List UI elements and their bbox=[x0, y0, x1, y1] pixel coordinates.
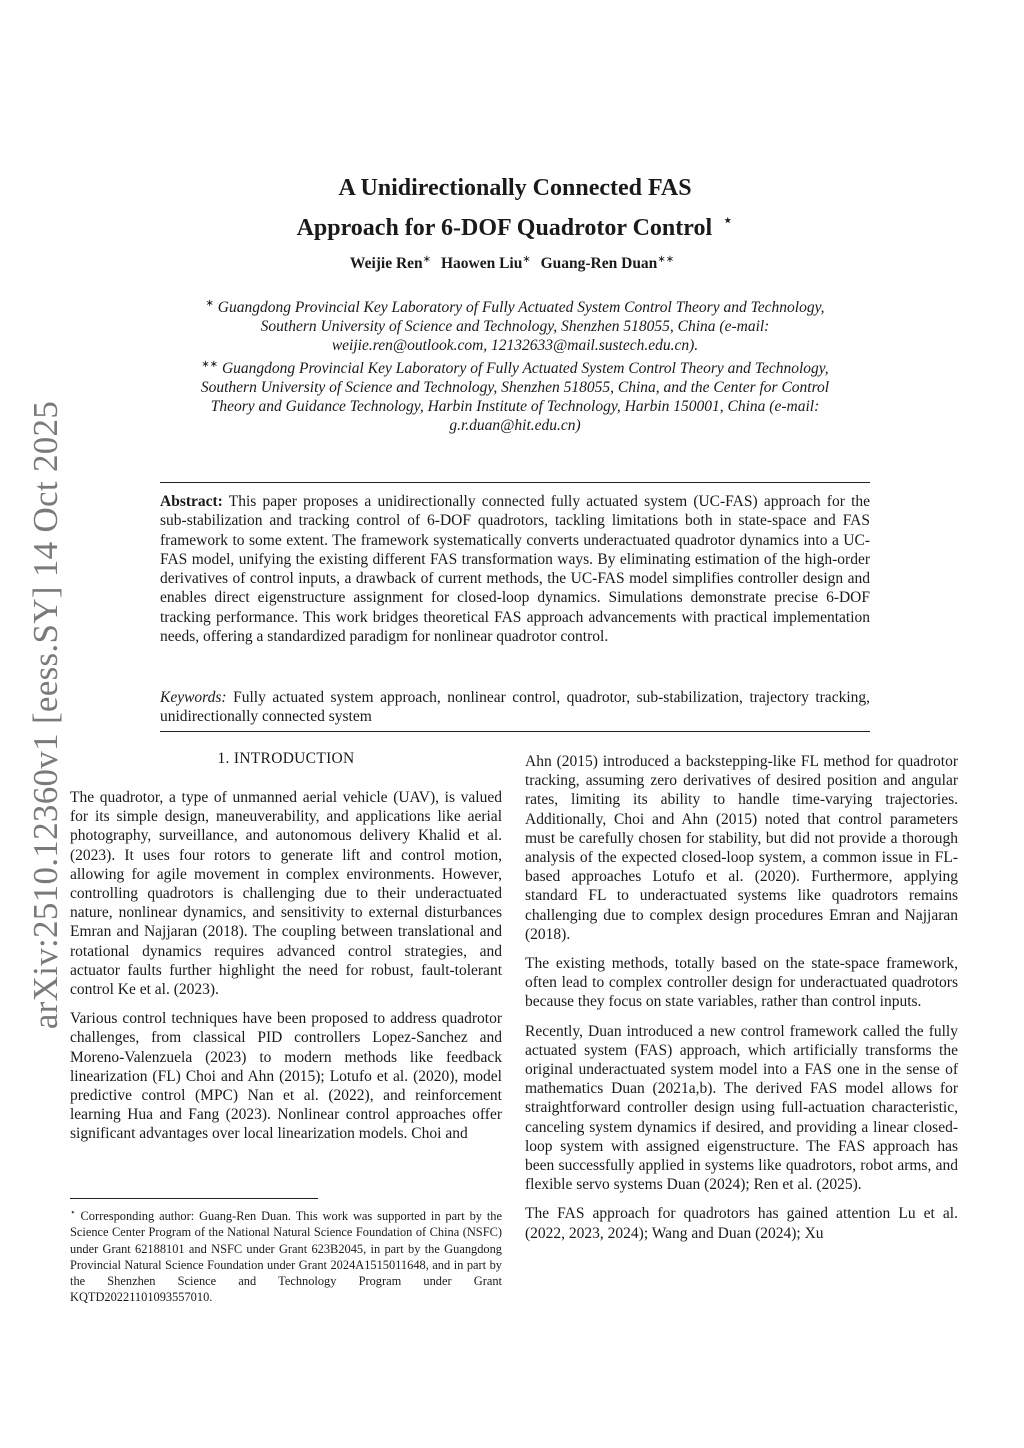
affiliation-mark: ∗ bbox=[205, 298, 214, 309]
author-mark: ∗ bbox=[522, 254, 531, 265]
affiliation-mark: ∗∗ bbox=[201, 359, 219, 371]
abstract-label: Abstract: bbox=[160, 493, 223, 510]
affiliation-text: Guangdong Provincial Key Laboratory of Fully Actuated System Control Theory and Technology, Southern University of Science and Technology, Shenzhen 518055, China (e-mail: weijie.ren@outlook.com, 12132633@mail.sustech.edu.cn). bbox=[217, 299, 825, 355]
left-column bbox=[70, 788, 502, 1154]
title-star-mark: ⋆ bbox=[722, 210, 734, 230]
author-list bbox=[160, 254, 870, 273]
footnote-rule bbox=[70, 1198, 318, 1199]
paper-title bbox=[160, 172, 870, 244]
affiliation-1 bbox=[200, 294, 830, 355]
keywords bbox=[160, 688, 870, 727]
arxiv-stamp-text: arXiv:2510.12360v1 [eess.SY] 14 Oct 2025 bbox=[26, 400, 65, 1030]
keywords-text: Fully actuated system approach, nonlinear control, quadrotor, sub-stabilization, trajectory tracking, unidirectionally connected system bbox=[160, 689, 870, 726]
author-name: Haowen Liu bbox=[440, 255, 523, 273]
author-mark: ∗∗ bbox=[657, 254, 675, 265]
author-name: Guang-Ren Duan bbox=[540, 255, 658, 273]
abstract bbox=[160, 492, 870, 646]
affiliation-2 bbox=[200, 355, 830, 435]
title-line-2-text: Approach for 6-DOF Quadrotor Control bbox=[296, 215, 713, 241]
paragraph: The existing methods, totally based on the state-space framework, often lead to complex controller design for underactuated quadrotors because they focus on state variables, rather than control inputs. bbox=[525, 955, 958, 1011]
section-heading-introduction: 1. INTRODUCTION bbox=[217, 750, 355, 767]
title-line-1: A Unidirectionally Connected FAS bbox=[338, 175, 692, 201]
abstract-top-rule bbox=[160, 482, 870, 483]
right-column bbox=[525, 752, 958, 1253]
paragraph: Recently, Duan introduced a new control framework called the fully actuated system (FAS) approach, which artificially transforms the original underactuated system model into a FAS one in the sense of mathematics Duan (2021a,b). The derived FAS model allows for straightforward controller design using full-actuation characteristic, canceling system dynamics if desired, and providing a linear closed-loop system with assigned eigenstructure. The FAS approach has been successfully applied in systems like quadrotors, robot arms, and flexible servo systems Duan (2024); Ren et al. (2025). bbox=[525, 1022, 958, 1194]
keywords-label: Keywords: bbox=[160, 689, 227, 706]
abstract-bottom-rule bbox=[160, 731, 870, 732]
title-line-2 bbox=[160, 204, 870, 244]
paragraph: Various control techniques have been proposed to address quadrotor challenges, from classical PID controllers Lopez-Sanchez and Moreno-Valenzuela (2023) to modern methods like feedback linearization (FL) Choi and Ahn (2015); Lotufo et al. (2020), model predictive control (MPC) Nan et al. (2022), and reinforcement learning Hua and Fang (2023). Nonlinear control approaches offer significant advantages over local linearization models. Choi and bbox=[70, 1010, 502, 1143]
author-name: Weijie Ren bbox=[349, 255, 423, 273]
footnote-mark: ⋆ bbox=[70, 1207, 76, 1217]
footnote bbox=[70, 1204, 502, 1305]
paragraph: Ahn (2015) introduced a backstepping-like FL method for quadrotor tracking, assuming zero derivatives of desired position and angular rates, limiting its ability to handle time-varying trajectories. Additionally, Choi and Ahn (2015) noted that control parameters must be carefully chosen for stability, but did not provide a thorough analysis of the expected closed-loop system, a common issue in FL-based approaches Lotufo et al. (2020). Furthermore, applying standard FL to underactuated systems like quadrotors remains challenging due to complex design procedures Emran and Najjaran (2018). bbox=[525, 753, 958, 943]
paragraph: The FAS approach for quadrotors has gained attention Lu et al. (2022, 2023, 2024); Wang and Duan (2024); Xu bbox=[525, 1205, 958, 1242]
footnote-text: Corresponding author: Guang-Ren Duan. This work was supported in part by the Science Center Program of the National Natural Science Foundation of China (NSFC) under Grant 62188101 and NSFC under Grant 623B2045, in part by the Guangdong Provincial Natural Science Foundation under Grant 2024A1515011648, and in part by the Shenzhen Science and Technology Program under Grant KQTD20221101093557010. bbox=[70, 1209, 502, 1305]
author-mark: ∗ bbox=[422, 254, 432, 265]
paragraph: The quadrotor, a type of unmanned aerial vehicle (UAV), is valued for its simple design, maneuverability, and applications like aerial photography, surveillance, and autonomous delivery Khalid et al. (2023). It uses four rotors to generate lift and control motion, allowing for agile movement in complex environments. However, controlling quadrotors is challenging due to their underactuated nature, nonlinear dynamics, and sensitivity to external disturbances Emran and Najjaran (2018). The coupling between translational and rotational dynamics requires advanced control strategies, and actuator faults further highlight the need for robust, fault-tolerant control Ke et al. (2023). bbox=[70, 789, 502, 999]
affiliations bbox=[200, 294, 830, 435]
arxiv-side-stamp bbox=[18, 400, 74, 1030]
abstract-text: This paper proposes a unidirectionally connected fully actuated system (UC-FAS) approach for the sub-stabilization and tracking control of 6-DOF quadrotors, tackling limitations both in state-space and FAS framework to some extent. The framework systematically converts underactuated quadrotor dynamics into a UC-FAS model, unifying the existing different FAS transformation ways. By eliminating estimation of the high-order derivatives of control inputs, a drawback of current methods, the UC-FAS model simplifies controller design and enables direct eigenstructure assignment for closed-loop dynamics. Simulations demonstrate precise 6-DOF tracking performance. This work bridges theoretical FAS approach advancements with practical implementation needs, offering a standardized paradigm for nonlinear quadrotor control. bbox=[160, 493, 870, 646]
affiliation-text: Guangdong Provincial Key Laboratory of Fully Actuated System Control Theory and Technology, Southern University of Science and Technology, Shenzhen 518055, China, and the Center for Control Theory and Guidance Technology, Harbin Institute of Technology, Harbin 150001, China (e-mail: g.r.duan@hit.edu.cn) bbox=[200, 360, 830, 435]
